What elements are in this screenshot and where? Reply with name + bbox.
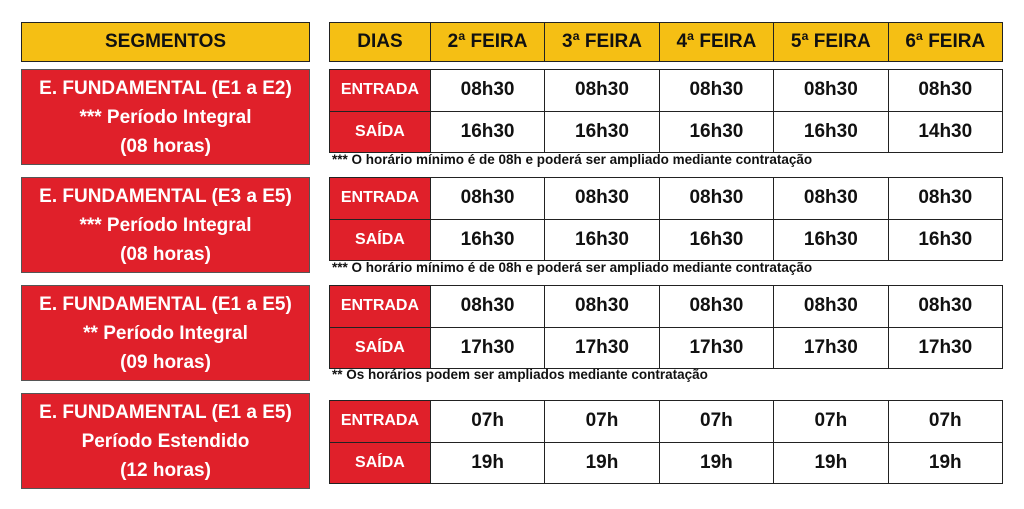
time-cell: 19h <box>544 443 658 484</box>
time-cell: 17h30 <box>659 328 773 369</box>
entrada-label: ENTRADA <box>330 178 430 219</box>
header-segmentos-label: SEGMENTOS <box>104 31 227 52</box>
time-cell: 08h30 <box>430 70 544 111</box>
time-cell: 08h30 <box>430 178 544 219</box>
entrada-row <box>330 286 1002 327</box>
segment-hours: (12 horas) <box>120 459 211 481</box>
footnote-1: *** O horário mínimo é de 08h e poderá ser ampliado mediante contratação <box>332 152 813 167</box>
segment-hours: (08 horas) <box>120 135 211 157</box>
saida-label: SAÍDA <box>330 220 430 261</box>
time-cell: 08h30 <box>888 70 1002 111</box>
time-cell: 16h30 <box>773 220 887 261</box>
saida-row <box>330 219 1002 261</box>
header-segmentos <box>21 22 310 62</box>
saida-label: SAÍDA <box>330 328 430 369</box>
header-dias-label: DIAS <box>357 31 403 52</box>
schedule-grid-2 <box>329 177 1003 261</box>
segment-title: E. FUNDAMENTAL (E1 a E5) <box>39 293 292 315</box>
time-cell: 16h30 <box>430 220 544 261</box>
footnote-3: ** Os horários podem ser ampliados mediante contratação <box>332 367 708 382</box>
entrada-row <box>330 70 1002 111</box>
header-days <box>329 22 1003 62</box>
time-cell: 08h30 <box>773 178 887 219</box>
segment-block-3 <box>21 285 310 381</box>
time-cell: 08h30 <box>659 286 773 327</box>
time-cell: 16h30 <box>773 112 887 153</box>
footnote-2: *** O horário mínimo é de 08h e poderá ser ampliado mediante contratação <box>332 260 813 275</box>
segment-block-4 <box>21 393 310 489</box>
time-cell: 08h30 <box>544 178 658 219</box>
entrada-row <box>330 178 1002 219</box>
saida-label: SAÍDA <box>330 112 430 153</box>
segment-block-1 <box>21 69 310 165</box>
time-cell: 19h <box>888 443 1002 484</box>
time-cell: 16h30 <box>544 220 658 261</box>
header-day-2: 2ª FEIRA <box>430 23 544 61</box>
entrada-label: ENTRADA <box>330 70 430 111</box>
saida-row <box>330 111 1002 153</box>
time-cell: 07h <box>773 401 887 442</box>
time-cell: 16h30 <box>430 112 544 153</box>
entrada-label: ENTRADA <box>330 401 430 442</box>
time-cell: 17h30 <box>430 328 544 369</box>
segment-hours: (09 horas) <box>120 351 211 373</box>
saida-row <box>330 327 1002 369</box>
schedule-grid-3 <box>329 285 1003 369</box>
time-cell: 07h <box>430 401 544 442</box>
entrada-label: ENTRADA <box>330 286 430 327</box>
segment-title: E. FUNDAMENTAL (E1 a E2) <box>39 77 292 99</box>
header-day-6: 6ª FEIRA <box>888 23 1002 61</box>
time-cell: 08h30 <box>773 286 887 327</box>
header-day-3: 3ª FEIRA <box>544 23 658 61</box>
time-cell: 17h30 <box>888 328 1002 369</box>
time-cell: 19h <box>659 443 773 484</box>
time-cell: 08h30 <box>430 286 544 327</box>
time-cell: 08h30 <box>773 70 887 111</box>
time-cell: 08h30 <box>659 70 773 111</box>
time-cell: 16h30 <box>544 112 658 153</box>
header-day-4: 4ª FEIRA <box>659 23 773 61</box>
schedule-grid-4 <box>329 400 1003 484</box>
segment-block-2 <box>21 177 310 273</box>
segment-period: ** Período Integral <box>83 322 248 344</box>
time-cell: 08h30 <box>659 178 773 219</box>
entrada-row <box>330 401 1002 442</box>
saida-row <box>330 442 1002 484</box>
segment-period: Período Estendido <box>81 430 250 452</box>
time-cell: 08h30 <box>888 178 1002 219</box>
segment-period: *** Período Integral <box>79 214 252 236</box>
time-cell: 19h <box>430 443 544 484</box>
time-cell: 16h30 <box>659 112 773 153</box>
segment-period: *** Período Integral <box>79 106 252 128</box>
time-cell: 17h30 <box>773 328 887 369</box>
saida-label: SAÍDA <box>330 443 430 484</box>
time-cell: 14h30 <box>888 112 1002 153</box>
header-day-5: 5ª FEIRA <box>773 23 887 61</box>
time-cell: 16h30 <box>659 220 773 261</box>
time-cell: 08h30 <box>544 286 658 327</box>
time-cell: 08h30 <box>544 70 658 111</box>
time-cell: 16h30 <box>888 220 1002 261</box>
segment-hours: (08 horas) <box>120 243 211 265</box>
time-cell: 07h <box>544 401 658 442</box>
segment-title: E. FUNDAMENTAL (E1 a E5) <box>39 401 292 423</box>
time-cell: 07h <box>888 401 1002 442</box>
schedule-grid-1 <box>329 69 1003 153</box>
time-cell: 08h30 <box>888 286 1002 327</box>
time-cell: 17h30 <box>544 328 658 369</box>
time-cell: 19h <box>773 443 887 484</box>
segment-title: E. FUNDAMENTAL (E3 a E5) <box>39 185 292 207</box>
time-cell: 07h <box>659 401 773 442</box>
